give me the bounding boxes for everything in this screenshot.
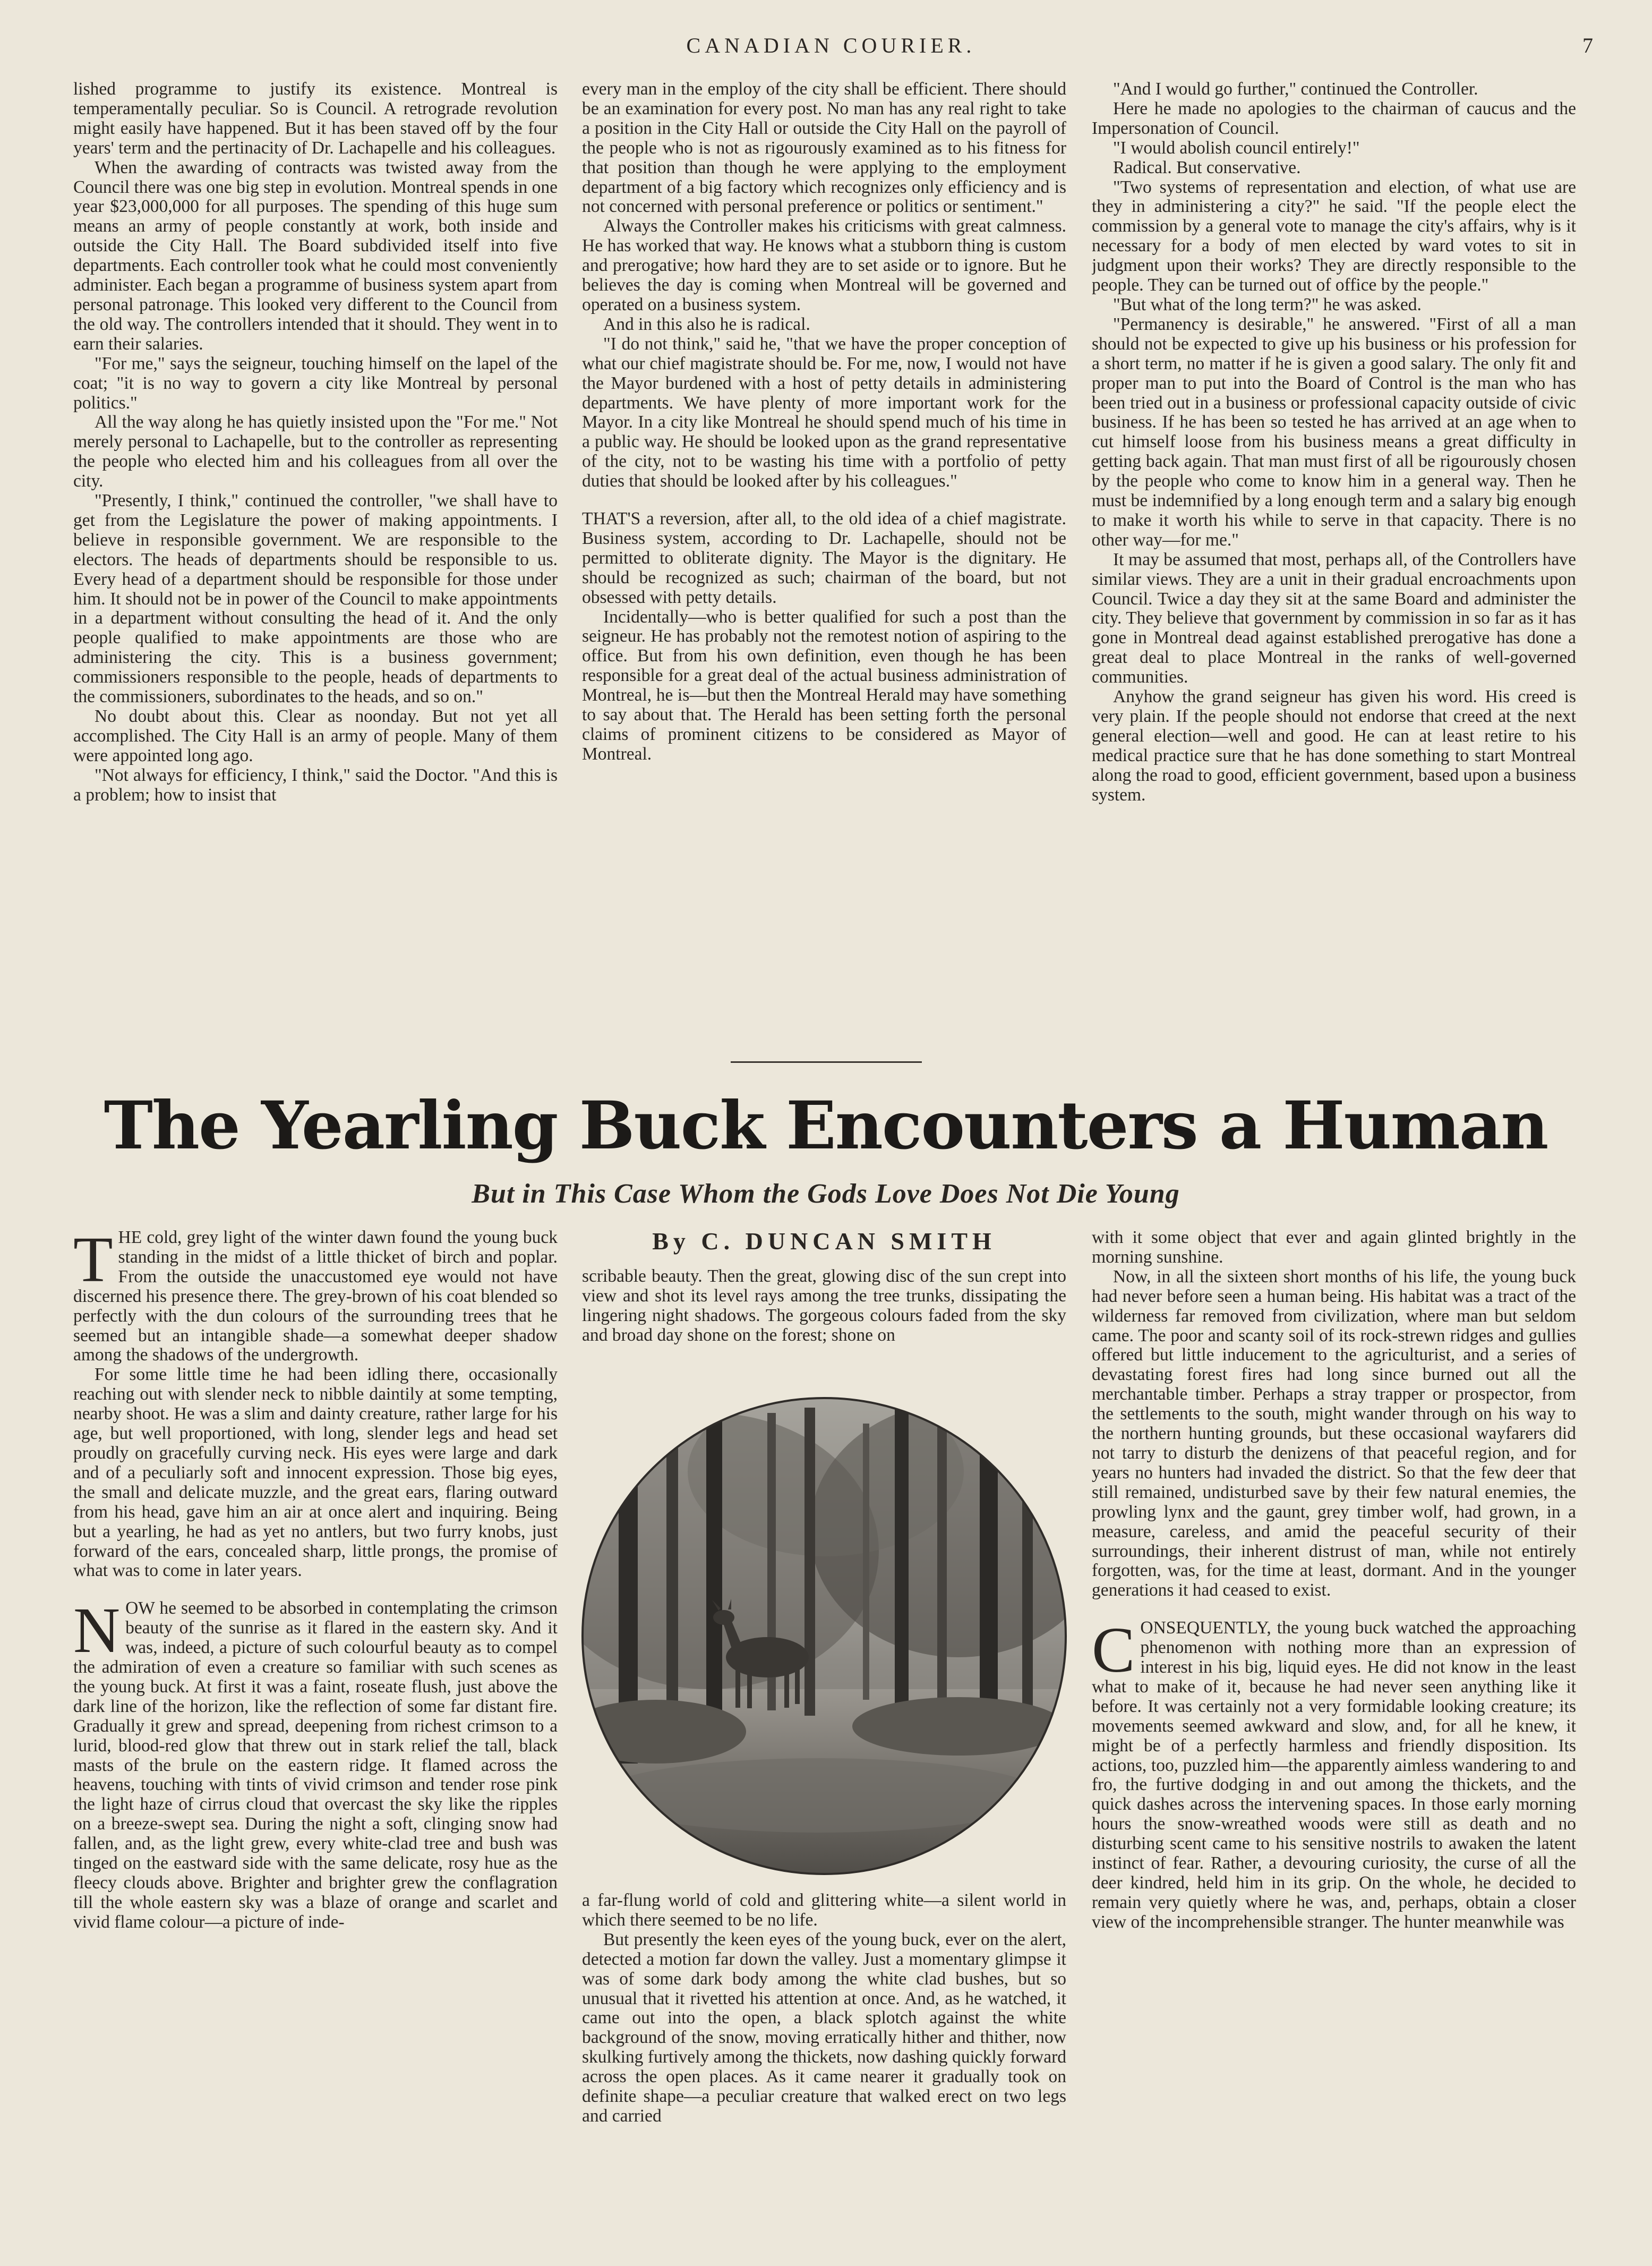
- paragraph: But presently the keen eyes of the young buck, ever on the alert, detected a motion far down the valley. Just a momentary glimpse it was of some dark body among the white clad bushes, but so unusual that it rivetted his attention at once. And, as he watched, it came out into the open, a black splotch against the white background of the snow, moving erratically hither and thither, now skulking furtively among the thickets, now dashing quickly forward across the open places. As it came nearer it gradually took on definite shape—a peculiar creature that walked erect on two legs and carried: [582, 1929, 1066, 2126]
- top-article-column-1: [73, 80, 558, 1030]
- paragraph: When the awarding of contracts was twisted away from the Council there was one big step in evolution. Montreal spends in one year $23,000,000 for all purposes. The spending of this huge sum means an army of people constantly at work, both inside and outside the City Hall. The Board subdivided itself into five departments. Each controller took what he could most conveniently administer. Each began a programme of business system apart from personal patronage. This looked very different to the Council from the old way. The controllers intended that it should. They went in to earn their salaries.: [73, 157, 558, 354]
- paragraph: "Not always for efficiency, I think," said the Doctor. "And this is a problem; how to insist that: [73, 765, 558, 805]
- page-number: 7: [1582, 33, 1593, 57]
- paragraph: a far-flung world of cold and glittering white—a silent world in which there seemed to be no life.: [582, 1891, 1066, 1930]
- drop-cap: C: [1092, 1614, 1135, 1686]
- paragraph: Radical. But conservative.: [1113, 157, 1301, 177]
- paragraph: Anyhow the grand seigneur has given his word. His creed is very plain. If the people should not endorse that creed at the next general election—well and good. He can at least retire to his medical practice sure that he has done something to start Montreal along the road to good, efficient government, based upon a business system.: [1092, 687, 1576, 805]
- paragraph: lished programme to justify its existence. Montreal is temperamentally peculiar. So is Council. A retrograde revolution might easily have happened. But it has been staved off by the four years' term and the pertinacity of Dr. Lachapelle and his colleagues.: [73, 80, 558, 158]
- paragraph: every man in the employ of the city shall be efficient. There should be an examination for every post. No man has any real right to take a position in the City Hall or outside the City Hall on the payroll of the people who is not as rigourously examined as to his fitness for that position than though he were applying to the employment department of a big factory which recognizes only efficiency and is not concerned with personal preference or politics or sentiment.": [582, 80, 1066, 217]
- paragraph: Here he made no apologies to the chairman of caucus and the Impersonation of Council.: [1092, 98, 1576, 138]
- story-column-1: [73, 1228, 558, 2237]
- drop-cap: N: [73, 1595, 121, 1667]
- story-column-2-top: [582, 1267, 1066, 1389]
- paragraph: "Presently, I think," continued the controller, "we shall have to get from the Legislature the power of making appointments. I believe in responsible government. We are responsible to the electors. The heads of departments should be responsible to us. Every head of a department should be responsible for those under him. It should not be in power of the Council to make appointments in a department without consulting the head of it. And the only people qualified to make appointments are those who are administering the city. This is a business government; commissioners responsible to the people, heads of departments to the commissioners, subordinates to the heads, and so on.": [73, 491, 558, 707]
- section-divider: [731, 1061, 922, 1063]
- paragraph: with it some object that ever and again glinted brightly in the morning sunshine.: [1092, 1228, 1576, 1267]
- paragraph: Now, in all the sixteen short months of his life, the young buck had never before seen a human being. His habitat was a tract of the wilderness far removed from civilization, where man but seldom came. The poor and scanty soil of its rock-strewn ridges and gullies offered but little inducement to the agriculturist, and a series of devastating forest fires had long since burned out all the merchantable timber. Perhaps a stray trapper or prospector, from the settlements to the south, might wander through on his way to the northern hunting grounds, but these occasional wayfarers did not tarry to disturb the denizens of that peaceful region, and for years no hunters had invaded the district. So that the few deer that still remained, undisturbed save by their few natural enemies, the prowling lynx and the gaunt, grey timber wolf, had grown, in a measure, careless, and amid the peaceful security of their surroundings, their inherent distrust of man, while not entirely forgotten, was, for the time at least, dormant. And in the younger generations it had ceased to exist.: [1092, 1266, 1576, 1600]
- paragraph: It may be assumed that most, perhaps all, of the Controllers have similar views. They are a unit in their gradual encroachments upon Council. Twice a day they sit at the same Board and administer the city. They believe that government by commission in so far as it has gone in Montreal dead against established prerogative has done a great deal to place Montreal in the ranks of well-governed communities.: [1092, 549, 1576, 687]
- paragraph-dropcap: [73, 1228, 558, 1365]
- paragraph: Always the Controller makes his criticisms with great calmness. He has worked that way. He knows what a stubborn thing is custom and prerogative; how hard they are to set aside or to ignore. But he believes the day is coming when Montreal will be governed and operated on a business system.: [582, 216, 1066, 314]
- story-subhead: But in This Case Whom the Gods Love Does Not Die Young: [472, 1179, 1180, 1209]
- drop-cap: T: [73, 1228, 113, 1296]
- top-article-column-3: [1092, 80, 1576, 1030]
- top-article-column-2: [582, 80, 1066, 1030]
- byline: By C. DUNCAN SMITH: [652, 1228, 996, 1255]
- paragraph: "Permanency is desirable," he answered. "First of all a man should not be expected to give up his business or his profession for a short term, no matter if he is given a good salary. The only fit and proper man to put into the Board of Control is the man who has been tried out in a business or professional capacity outside of civic business. If he has been so tested he has arrived at an age when to cut himself loose from his business means a great difficulty in getting back again. That man must first of all be rigourously chosen by the people who come to know him in a general way. Then he must be indemnified by a long enough term and a salary big enough to make it worth his while to serve in that capacity. There is no other way—for me.": [1092, 314, 1576, 550]
- paragraph: "I would abolish council entirely!": [1113, 138, 1360, 158]
- deer-in-forest-photo: [576, 1392, 1073, 1880]
- paragraph: And in this also he is radical.: [603, 314, 810, 334]
- running-header: [69, 33, 1593, 65]
- paragraph-text: OW he seemed to be absorbed in contemplating the crimson beauty of the sunrise as it flared in the eastern sky. And it was, indeed, a picture of such colourful beauty as to compel the admiration of even a creature so familiar with such scenes as the young buck. At first it was a faint, roseate flush, just above the dark line of the horizon, like the reflection of some far distant fire. Gradually it grew and spread, deepening from richest crimson to a lurid, blood-red glow that threw out in stark relief the tall, black masts of the brule on the eastern ridge. It flamed across the heavens, touching with tints of vivid crimson and tender rose pink the light haze of cirrus cloud that overcast the sky like the ripples on a breeze-swept sea. During the night a soft, clinging snow had fallen, and, as the light grew, every white-clad tree and bush was tinged on the eastward side with the same delicate, rosy hue as the fleecy clouds above. Brighter and brighter grew the conflagration till the whole eastern sky was a blaze of orange and scarlet and vivid flame colour—a picture of inde-: [73, 1598, 558, 1932]
- paragraph-dropcap: [1092, 1614, 1576, 1932]
- paragraph: "I do not think," said he, "that we have the proper conception of what our chief magistrate should be. For me, now, I would not have the Mayor burdened with a host of petty details in administering departments. We have plenty of more important work for the Mayor. In a city like Montreal he should spend much of his time in a public way. He should be looked upon as the grand representative of the city, not to be wasting his time with a portfolio of petty duties that should be looked after by his colleagues.": [582, 334, 1066, 491]
- paragraph-text: HE cold, grey light of the winter dawn found the young buck standing in the midst of a little thicket of birch and poplar. From the outside the unaccustomed eye would not have discerned his presence there. The grey-brown of his coat blended so perfectly with the dun colours of the surrounding trees that he seemed but an intangible shade—a somewhat deeper shadow among the shadows of the undergrowth.: [73, 1228, 558, 1365]
- paragraph-text: ONSEQUENTLY, the young buck watched the approaching phenomenon with nothing more than an expression of interest in his big, liquid eyes. He did not know in the least what to make of it, because he had never seen anything like it before. It was certainly not a very formidable looking creature; its movements seemed awkward and slow, and, for all he knew, it might be of a perfectly harmless and friendly disposition. Its actions, too, puzzled him—the apparently aimless wandering to and fro, the furtive dodging in and out among the thickets, and the quick dashes across the intervening spaces. In those early morning hours the snow-wreathed woods were still as death and no disturbing scent came to his sensitive nostrils to awaken the latent instinct of fear. Rather, a devouring curiosity, the curse of all the deer kindred, held him in its grip. On the whole, he decided to remain very quietly where he was, and, perhaps, obtain a closer view of the incomprehensible stranger. The hunter meanwhile was: [1092, 1618, 1576, 1932]
- paragraph-dropcap: [73, 1595, 558, 1932]
- paragraph: "For me," says the seigneur, touching himself on the lapel of the coat; "it is no way to govern a city like Montreal by personal politics.": [73, 353, 558, 413]
- publication-title: CANADIAN COURIER.: [686, 33, 976, 57]
- paragraph: "And I would go further," continued the Controller.: [1113, 80, 1478, 99]
- paragraph: THAT'S a reversion, after all, to the old idea of a chief magistrate. Business system, according to Dr. Lachapelle, should not be permitted to obliterate dignity. The Mayor is the dignitary. He should be recognized as such; chairman of the board, but not obsessed with petty details.: [582, 509, 1066, 607]
- paragraph: Incidentally—who is better qualified for such a post than the seigneur. He has probably not the remotest notion of aspiring to the office. But from his own definition, even though he has been responsible for a great deal of the actual business administration of Montreal, he is—but then the Montreal Herald may have something to say about that. The Herald has been setting forth the personal claims of prominent citizens to be considered as Mayor of Montreal.: [582, 607, 1066, 764]
- paragraph: For some little time he had been idling there, occasionally reaching out with slender neck to nibble daintily at some tempting, nearby shoot. He was a slim and dainty creature, rather large for his age, but well proportioned, with long, slender legs and head set proudly on gracefully curving neck. His eyes were large and dark and of a peculiarly soft and innocent expression. Those big eyes, the small and delicate muzzle, and the great ears, flaring outward from his head, gave him an air at once alert and inquiring. Being but a yearling, he had as yet no antlers, but two furry knobs, just forward of the ears, concealed sharp, little prongs, the promise of what was to come in later years.: [73, 1365, 558, 1581]
- paragraph: All the way along he has quietly insisted upon the "For me." Not merely personal to Lachapelle, but to the controller as representing the people who elected him and his colleagues from all over the city.: [73, 412, 558, 491]
- paragraph: "Two systems of representation and election, of what use are they in administering a city?" he said. "If the people elect the commission by a general vote to manage the city's affairs, why is it necessary for a body of men elected by ward votes to sit in judgment upon their works? They are directly responsible to the people. They can be turned out of office by the people.": [1092, 177, 1576, 295]
- photo-illustration: [576, 1392, 1073, 1880]
- story-column-2-bottom: [582, 1891, 1066, 2236]
- story-headline: The Yearling Buck Encounters a Human: [104, 1087, 1548, 1164]
- story-column-3: [1092, 1228, 1576, 2237]
- paragraph: No doubt about this. Clear as noonday. But not yet all accomplished. The City Hall is an army of people. Many of them were appointed long ago.: [73, 706, 558, 765]
- paragraph: scribable beauty. Then the great, glowing disc of the sun crept into view and shot its level rays among the tree trunks, dissipating the lingering night shadows. The gorgeous colours faded from the sky and broad day shone on the forest; shone on: [582, 1267, 1066, 1345]
- paragraph: "But what of the long term?" he was asked.: [1113, 294, 1422, 314]
